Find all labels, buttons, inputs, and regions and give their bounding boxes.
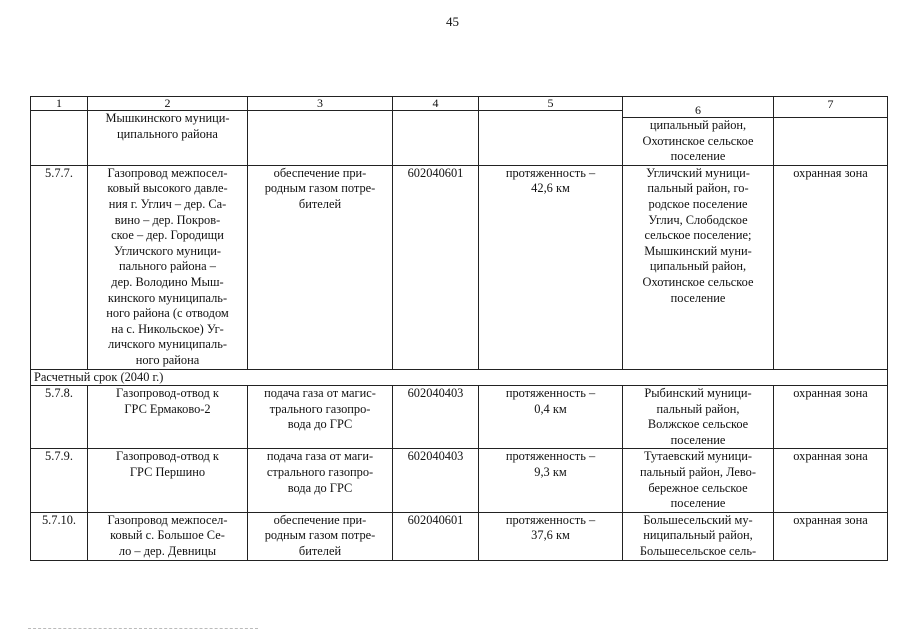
cell-location: Угличский муници- пальный район, го- родское поселение Углич, Слободское сельское поселение; Мышкинский муни- ципальный район, Охотинское сельское поселение bbox=[623, 165, 774, 369]
cell-name: Газопровод-отвод к ГРС Першино bbox=[88, 449, 248, 512]
cell-purpose bbox=[248, 111, 393, 166]
cell-zone: охранная зона bbox=[774, 386, 888, 449]
cell-length: протяженность – 0,4 км bbox=[479, 386, 623, 449]
cell-location: Тутаевский муници- пальный район, Лево- бережное сельское поселение bbox=[623, 449, 774, 512]
cell-code bbox=[393, 111, 479, 166]
cell-length: протяженность – 37,6 км bbox=[479, 512, 623, 560]
column-number-row bbox=[31, 97, 888, 111]
column-number: 3 bbox=[248, 97, 393, 111]
table-row bbox=[31, 449, 888, 512]
cell-num: 5.7.9. bbox=[31, 449, 88, 512]
cell-purpose: обеспечение при- родным газом потре- бителей bbox=[248, 165, 393, 369]
cell-length bbox=[479, 111, 623, 166]
footer-mark bbox=[28, 628, 258, 631]
cell-num: 5.7.7. bbox=[31, 165, 88, 369]
table-row bbox=[31, 512, 888, 560]
cell-num bbox=[31, 111, 88, 166]
column-number: 2 bbox=[88, 97, 248, 111]
column-number: 6 bbox=[623, 97, 774, 118]
cell-name: Газопровод межпосел- ковый высокого давле- ния г. Углич – дер. Са- вино – дер. Покров- ское – дер. Городищи Угличского муници- пального района – дер. Володино Мыш- кинского муниципаль- ного района (с отводом на с. Никольское) Уг- личского муниципаль- ного района bbox=[88, 165, 248, 369]
cell-name: Газопровод межпосел- ковый с. Большое Се- ло – дер. Девницы bbox=[88, 512, 248, 560]
column-number: 7 bbox=[774, 97, 888, 118]
cell-location: Рыбинский муници- пальный район, Волжское сельское поселение bbox=[623, 386, 774, 449]
cell-zone: охранная зона bbox=[774, 512, 888, 560]
table-row bbox=[31, 165, 888, 369]
section-label: Расчетный срок (2040 г.) bbox=[31, 369, 888, 386]
section-row bbox=[31, 369, 888, 386]
cell-name: Мышкинского муници- ципального района bbox=[88, 111, 248, 166]
cell-num: 5.7.8. bbox=[31, 386, 88, 449]
table-row bbox=[31, 386, 888, 449]
cell-num: 5.7.10. bbox=[31, 512, 88, 560]
cell-location: ципальный район, Охотинское сельское поселение bbox=[623, 118, 774, 166]
cell-purpose: подача газа от маги- стрального газопро- вода до ГРС bbox=[248, 449, 393, 512]
cell-code: 602040403 bbox=[393, 386, 479, 449]
column-number: 5 bbox=[479, 97, 623, 111]
cell-length: протяженность – 9,3 км bbox=[479, 449, 623, 512]
cell-name: Газопровод-отвод к ГРС Ермаково-2 bbox=[88, 386, 248, 449]
cell-purpose: подача газа от магис- трального газопро- вода до ГРС bbox=[248, 386, 393, 449]
column-number: 4 bbox=[393, 97, 479, 111]
document-table bbox=[30, 96, 888, 561]
cell-location: Большесельский му- ниципальный район, Большесельское сель- bbox=[623, 512, 774, 560]
page-number: 45 bbox=[446, 14, 459, 29]
cell-code: 602040601 bbox=[393, 165, 479, 369]
cell-purpose: обеспечение при- родным газом потре- бителей bbox=[248, 512, 393, 560]
cell-zone: охранная зона bbox=[774, 449, 888, 512]
cell-zone bbox=[774, 118, 888, 166]
cell-zone: охранная зона bbox=[774, 165, 888, 369]
cell-code: 602040601 bbox=[393, 512, 479, 560]
cell-length: протяженность – 42,6 км bbox=[479, 165, 623, 369]
column-number: 1 bbox=[31, 97, 88, 111]
cell-code: 602040403 bbox=[393, 449, 479, 512]
